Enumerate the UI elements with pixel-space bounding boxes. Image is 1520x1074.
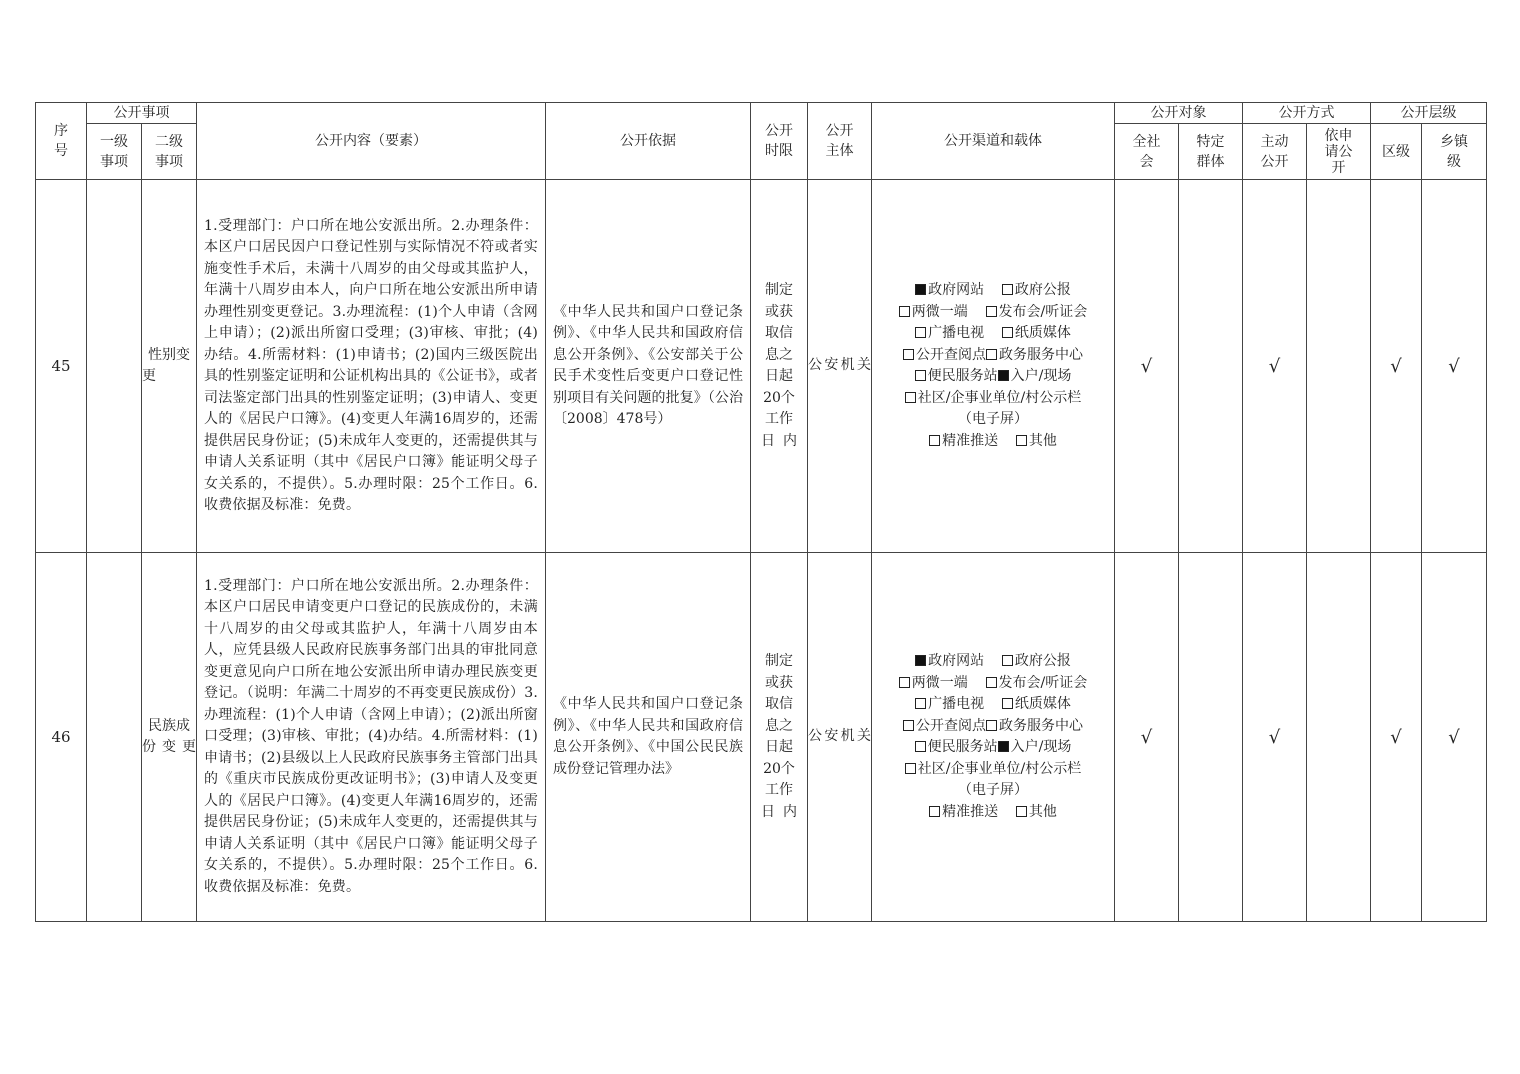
row-level2: 性别变更 [142,180,197,553]
channel-service-center: 政务服务中心 [999,717,1083,734]
channel-line [872,802,1114,824]
row-seq: 45 [36,180,87,553]
checkbox-empty-icon [899,677,910,688]
header-group-level: 公开层级 [1371,103,1487,124]
channel-other: 其他 [1028,432,1057,449]
header-channels: 公开渠道和载体 [872,103,1115,180]
checkbox-empty-icon [986,306,997,317]
channel-gov-website: 政府网站 [928,282,985,298]
checkbox-empty-icon [915,370,926,381]
channel-gov-website: 政府网站 [928,653,985,669]
checkbox-checked-icon [915,655,926,666]
channel-line [872,409,1114,431]
channel-line [872,716,1114,738]
channel-line [872,345,1114,367]
row-district: √ [1371,180,1422,553]
row-basis [546,180,751,553]
channel-press-hearing: 发布会/听证会 [998,303,1088,320]
checkbox-empty-icon [929,806,940,817]
header-time-limit: 公开时限 [751,103,808,180]
channel-paper-media: 纸质媒体 [1014,696,1071,712]
row-basis-text: 《中华人民共和国户口登记条例》、《中华人民共和国政府信息公开条例》、《中国公民民族成份登记管理办法》 [553,696,743,777]
row-active: √ [1243,180,1307,553]
row-time-limit: 制定或获取信息之日起20个工作日内 [751,553,808,922]
channel-line [872,780,1114,802]
row-channels [872,553,1115,922]
row-all-society: √ [1115,180,1179,553]
channel-precise-push: 精准推送 [942,432,999,449]
checkbox-empty-icon [1016,435,1027,446]
checkbox-empty-icon [903,720,914,731]
channel-reading-point: 公开查阅点 [916,717,986,734]
checkbox-empty-icon [915,327,926,338]
channel-line [872,280,1114,302]
row-basis [546,553,751,922]
channel-paper-media: 纸质媒体 [1014,325,1071,341]
header-basis: 公开依据 [546,103,751,180]
checkbox-empty-icon [986,720,997,731]
row-active: √ [1243,553,1307,922]
header-group-method: 公开方式 [1243,103,1371,124]
row-all-society: √ [1115,553,1179,922]
checkbox-checked-icon [998,370,1009,381]
header-row-1 [36,103,1487,124]
checkbox-checked-icon [998,741,1009,752]
checkbox-empty-icon [1002,327,1013,338]
channel-door-to-door: 入户/现场 [1010,368,1072,384]
header-seq: 序号 [36,103,87,180]
row-on-request [1307,180,1371,553]
checkbox-empty-icon [903,349,914,360]
row-district: √ [1371,553,1422,922]
channel-line [872,366,1114,388]
channel-line [872,651,1114,673]
channel-radio-tv: 广播电视 [928,325,985,341]
checkbox-empty-icon [1016,806,1027,817]
row-township: √ [1422,180,1487,553]
header-all-society: 全社会 [1115,124,1179,180]
header-level1: 一级事项 [87,124,142,180]
checkbox-empty-icon [986,349,997,360]
row-channels [872,180,1115,553]
channel-convenience: 便民服务站 [927,368,998,384]
channel-press-hearing: 发布会/听证会 [998,674,1088,691]
channel-reading-point: 公开查阅点 [916,346,986,363]
table-row [36,180,1487,553]
header-active: 主动公开 [1243,124,1307,180]
channel-precise-push: 精准推送 [942,803,999,820]
row-time-limit: 制定或获取信息之日起20个工作日内 [751,180,808,553]
row-level2: 民族成份变更 [142,553,197,922]
header-subject: 公开主体 [808,103,872,180]
row-content [197,553,546,922]
row-subject: 公安机关 [808,180,872,553]
channel-community-board: 社区/企事业单位/村公示栏 [917,389,1082,406]
checkbox-empty-icon [915,698,926,709]
row-specific-group [1179,180,1243,553]
row-specific-group [1179,553,1243,922]
channel-electronic-screen: （电子屏） [958,782,1028,798]
header-district: 区级 [1371,124,1422,180]
channel-two-micro: 两微一端 [911,303,968,320]
checkbox-empty-icon [1002,655,1013,666]
checkbox-checked-icon [915,284,926,295]
header-content: 公开内容（要素） [197,103,546,180]
channel-line [872,388,1114,410]
row-subject: 公安机关 [808,553,872,922]
checkbox-empty-icon [929,435,940,446]
row-content-text: 1.受理部门：户口所在地公安派出所。2.办理条件：本区户口居民申请变更户口登记的民族成份的，未满十八周岁的由父母或其监护人，年满十八周岁由本人，应凭县级人民政府民族事务部门出具的审批同意变更意见向户口所在地公安派出所申请办理民族变更登记。（说明：年满二十周岁的不再变更民族成份）3.办理流程：(1)个人申请（含网上申请）；(2)派出所窗口受理；(3)审核、审批；(4)办结。4.所需材料：(1)申请书；(2)县级以上人民政府民族事务主管部门出具的《重庆市民族成份更改证明书》；(3)申请人及变更人的《居民户口簿》。(4)变更人年满16周岁的，还需提供居民身份证；(5)未成年人变更的，还需提供其与申请人关系证明（其中《居民户口簿》能证明父母子女关系的，不提供）。5.办理时限：25个工作日。6.收费依据及标准：免费。 [204,577,538,895]
checkbox-empty-icon [905,763,916,774]
channel-electronic-screen: （电子屏） [958,411,1028,427]
row-content [197,180,546,553]
channel-line [872,302,1114,324]
checkbox-empty-icon [1002,284,1013,295]
row-on-request [1307,553,1371,922]
channel-door-to-door: 入户/现场 [1010,739,1072,755]
row-content-text: 1.受理部门：户口所在地公安派出所。2.办理条件：本区户口居民因户口登记性别与实际情况不符或者实施变性手术后，未满十八周岁的由父母或其监护人，年满十八周岁由本人，向户口所在地公安派出所申请办理性别变更登记。3.办理流程：(1)个人申请（含网上申请）；(2)派出所窗口受理；(3)审核、审批；(4)办结。4.所需材料：(1)申请书；(2)国内三级医院出具的性别鉴定证明和公证机构出具的《公证书》，或者司法鉴定部门出具的性别鉴定证明；(3)申请人、变更人的《居民户口簿》。(4)变更人年满16周岁的，还需提供居民身份证；(5)未成年人变更的，还需提供其与申请人关系证明（其中《居民户口簿》能证明父母子女关系的，不提供）。5.办理时限：25个工作日。6.收费依据及标准：免费。 [204,217,538,513]
channel-line [872,737,1114,759]
channel-line [872,431,1114,453]
checkbox-empty-icon [986,677,997,688]
header-group-target: 公开对象 [1115,103,1243,124]
channel-line [872,673,1114,695]
channel-radio-tv: 广播电视 [928,696,985,712]
channel-line [872,323,1114,345]
header-level2: 二级事项 [142,124,197,180]
row-seq: 46 [36,553,87,922]
disclosure-table [35,102,1487,922]
row-township: √ [1422,553,1487,922]
channel-gov-gazette: 政府公报 [1014,653,1071,669]
header-township: 乡镇级 [1422,124,1487,180]
row-level1 [87,553,142,922]
row-level1 [87,180,142,553]
channel-convenience: 便民服务站 [927,739,998,755]
channel-line [872,759,1114,781]
header-group-items: 公开事项 [87,103,197,124]
row-basis-text: 《中华人民共和国户口登记条例》、《中华人民共和国政府信息公开条例》、《公安部关于公民手术变性后变更户口登记性别项目有关问题的批复》（公治〔2008〕478号） [553,303,743,427]
header-on-request: 依申请公开 [1307,124,1371,180]
channel-community-board: 社区/企事业单位/村公示栏 [917,760,1082,777]
channel-line [872,694,1114,716]
channel-service-center: 政务服务中心 [999,346,1083,363]
checkbox-empty-icon [1002,698,1013,709]
table-row [36,553,1487,922]
checkbox-empty-icon [899,306,910,317]
checkbox-empty-icon [915,741,926,752]
channel-two-micro: 两微一端 [911,674,968,691]
checkbox-empty-icon [905,392,916,403]
channel-gov-gazette: 政府公报 [1014,282,1071,298]
channel-other: 其他 [1028,803,1057,820]
header-specific-group: 特定群体 [1179,124,1243,180]
